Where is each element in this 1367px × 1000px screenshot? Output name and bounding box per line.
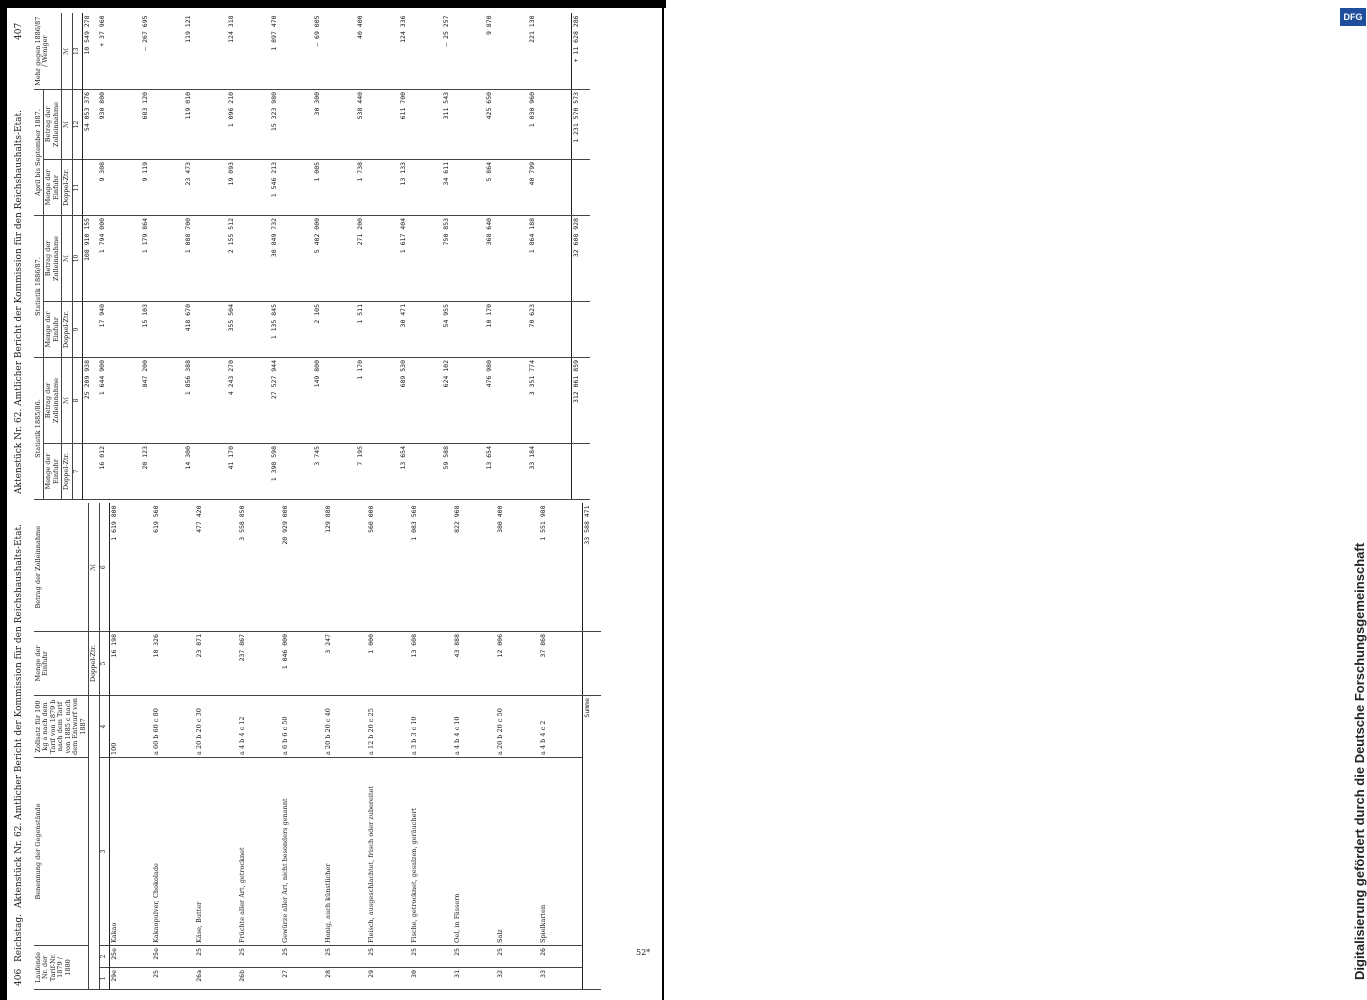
value-cell: 2 155 512 <box>227 215 270 301</box>
col-number: 13 <box>72 13 82 89</box>
value-cell: 425 650 <box>485 89 528 159</box>
value-cell: 1 738 <box>356 159 399 215</box>
total-1886: 32 608 928 <box>571 215 590 301</box>
value-cell: + 37 960 <box>98 13 141 89</box>
table-row <box>141 13 184 499</box>
value-cell: 17 940 <box>98 301 141 357</box>
right-page-title: Aktenstück Nr. 62. Amtlicher Bericht der Kommission für den Reichshaushalts-Etat. <box>14 109 24 494</box>
value-cell: 1 856 388 <box>184 357 227 443</box>
value-cell: 1 511 <box>356 301 399 357</box>
item-description: Früchte aller Art, getrocknet <box>238 757 281 945</box>
value-cell: 847 200 <box>141 357 184 443</box>
value-cell: 149 800 <box>313 357 356 443</box>
duty-amount: 129 880 <box>324 503 367 631</box>
duty-amount: 619 560 <box>152 503 195 631</box>
value-cell: 9 119 <box>141 159 184 215</box>
import-quantity: 37 868 <box>539 631 582 695</box>
value-cell: 1 135 845 <box>270 301 313 357</box>
value-cell: 368 640 <box>485 215 528 301</box>
value-cell: 9 870 <box>485 13 528 89</box>
import-quantity: 3 247 <box>324 631 367 695</box>
unit: Doppel-Ztr. <box>62 444 72 500</box>
col-header-rate: Zollsatz für 100 kg a nach dem Tarif von 1879 b nach dem Tarif von 1885 c nach dem Entwurf von 1887 <box>34 695 89 757</box>
tarif-number: 25 <box>281 945 324 967</box>
row-number: 29 <box>367 968 410 990</box>
value-cell: – 25 257 <box>442 13 485 89</box>
value-cell: 13 654 <box>399 444 442 500</box>
header-stat-1886: Statistik 1886/87. <box>34 215 44 357</box>
value-cell: 124 336 <box>399 13 442 89</box>
duty-rate: a 3 b 3 c 10 <box>410 695 453 757</box>
tarif-number: 25 <box>410 945 453 967</box>
unit-duty: ℳ <box>89 503 99 631</box>
value-cell: 10 170 <box>485 301 528 357</box>
duty-amount: 1 619 800 <box>109 503 152 631</box>
duty-amount: 1 551 988 <box>539 503 582 631</box>
tarif-number: 25e <box>152 945 195 967</box>
value-cell: 14 300 <box>184 444 227 500</box>
item-description: Oel, in Fässern <box>453 757 496 945</box>
left-page-header <box>12 502 30 990</box>
duty-amount: 3 558 850 <box>238 503 281 631</box>
row-number: 32 <box>496 968 539 990</box>
import-quantity: 23 871 <box>195 631 238 695</box>
value-cell: 1 897 470 <box>270 13 313 89</box>
value-cell: 355 504 <box>227 301 270 357</box>
table-row <box>195 503 238 989</box>
item-description: Fische, getrocknet, gesalzen, geräuchert <box>410 757 453 945</box>
value-cell: 30 300 <box>313 89 356 159</box>
left-table <box>34 503 601 990</box>
value-cell: 1 170 <box>356 357 399 443</box>
value-cell: – 267 695 <box>141 13 184 89</box>
import-quantity: 10 326 <box>152 631 195 695</box>
subheader: Betrag der Zolleinnahme <box>44 89 62 159</box>
table-row <box>442 13 485 499</box>
duty-amount: 477 420 <box>195 503 238 631</box>
value-cell: 15 103 <box>141 301 184 357</box>
value-cell: 124 318 <box>227 13 270 89</box>
value-cell: 15 323 980 <box>270 89 313 159</box>
value-cell: 30 849 732 <box>270 215 313 301</box>
table-row <box>98 13 141 499</box>
col-number: 3 <box>99 757 109 945</box>
carry-1885-duty: 25 209 938 <box>82 357 98 443</box>
row-number: 28 <box>324 968 367 990</box>
header-april-sept: April bis September 1887. <box>34 89 44 215</box>
unit: Doppel-Ztr. <box>62 159 72 215</box>
table-row <box>238 503 281 989</box>
row-number: 33 <box>539 968 582 990</box>
total-difference: + 11 628 286 <box>571 13 590 89</box>
value-cell: 30 471 <box>399 301 442 357</box>
row-number: 31 <box>453 968 496 990</box>
row-number: 30 <box>410 968 453 990</box>
tarif-number: 25 <box>496 945 539 967</box>
item-description: Fleisch, ausgeschlachtet, frisch oder zubereitet <box>367 757 410 945</box>
col-number: 2 <box>99 945 109 967</box>
carry-difference: 10 549 278 <box>82 13 98 89</box>
value-cell: 5 864 <box>485 159 528 215</box>
col-header-duty: Betrag der Zolleinnahme <box>34 503 89 631</box>
value-cell: 4 243 270 <box>227 357 270 443</box>
value-cell: 13 654 <box>485 444 528 500</box>
duty-amount: 822 968 <box>453 503 496 631</box>
value-cell: 16 012 <box>98 444 141 500</box>
value-cell: 3 351 774 <box>528 357 571 443</box>
value-cell: 538 440 <box>356 89 399 159</box>
value-cell: 1 030 960 <box>528 89 571 159</box>
value-cell: 33 184 <box>528 444 571 500</box>
value-cell: 27 527 944 <box>270 357 313 443</box>
tarif-number: 25e <box>109 945 152 967</box>
col-header-nr: Laufende Nr. der Tarif-Nr. 1879 / 1880 <box>34 945 89 989</box>
value-cell: 418 670 <box>184 301 227 357</box>
value-cell: 9 308 <box>98 159 141 215</box>
tarif-number: 25 <box>238 945 281 967</box>
col-number: 4 <box>99 695 109 757</box>
col-number: 9 <box>72 301 82 357</box>
table-row <box>270 13 313 499</box>
duty-amount: 1 083 560 <box>410 503 453 631</box>
item-description: Gewürze aller Art, nicht besonders genannt <box>281 757 324 945</box>
right-page-header <box>12 12 30 500</box>
value-cell: 311 543 <box>442 89 485 159</box>
unit-qty: Doppel-Ztr. <box>89 631 99 695</box>
unit: ℳ <box>62 13 72 89</box>
import-quantity: 43 888 <box>453 631 496 695</box>
duty-rate: a 20 b 20 c 30 <box>195 695 238 757</box>
item-description: Honig, auch künstlicher <box>324 757 367 945</box>
unit: ℳ <box>62 357 72 443</box>
table-row <box>356 13 399 499</box>
carry-1887-duty: 54 053 376 <box>82 89 98 159</box>
table-row <box>485 13 528 499</box>
value-cell: 40 799 <box>528 159 571 215</box>
duty-rate: a 4 b 4 c 2 <box>539 695 582 757</box>
left-page-title: Aktenstück Nr. 62. Amtlicher Bericht der Kommission für den Reichshaushalts-Etat. <box>14 523 24 908</box>
subheader: Betrag der Zolleinnahme <box>44 215 62 301</box>
table-row <box>539 503 582 989</box>
value-cell: 119 010 <box>184 89 227 159</box>
duty-rate: a 20 b 20 c 50 <box>496 695 539 757</box>
tarif-number: 25 <box>453 945 496 967</box>
table-row <box>528 13 571 499</box>
value-cell: 1 398 598 <box>270 444 313 500</box>
duty-rate: a 6 b 6 c 50 <box>281 695 324 757</box>
table-row <box>399 13 442 499</box>
col-number: 11 <box>72 159 82 215</box>
row-number: 26b <box>238 968 281 990</box>
tarif-number: 25 <box>324 945 367 967</box>
carry-over-row <box>82 13 98 499</box>
value-cell: 750 853 <box>442 215 485 301</box>
col-number: 7 <box>72 444 82 500</box>
item-description: Spielkarten <box>539 757 582 945</box>
duty-rate: a 60 b 60 c 80 <box>152 695 195 757</box>
dfg-sidebar <box>666 0 1367 1000</box>
import-quantity: 12 006 <box>496 631 539 695</box>
value-cell: 221 130 <box>528 13 571 89</box>
value-cell: 20 123 <box>141 444 184 500</box>
dfg-credit-text: Digitalisierung gefördert durch die Deutsche Forschungsgemeinschaft <box>1352 542 1367 980</box>
value-cell: 1 096 210 <box>227 89 270 159</box>
value-cell: 59 588 <box>442 444 485 500</box>
value-cell: 1 864 188 <box>528 215 571 301</box>
item-description: Salz <box>496 757 539 945</box>
value-cell: 19 093 <box>227 159 270 215</box>
duty-rate: a 4 b 4 c 12 <box>238 695 281 757</box>
value-cell: 1 179 864 <box>141 215 184 301</box>
value-cell: 40 400 <box>356 13 399 89</box>
duty-amount: 380 400 <box>496 503 539 631</box>
table-row <box>313 13 356 499</box>
import-quantity: 1 046 000 <box>281 631 324 695</box>
carry-1886-duty: 108 910 155 <box>82 215 98 301</box>
page-fold-line <box>662 0 664 1000</box>
table-row <box>281 503 324 989</box>
col-header-item: Benennung der Gegenstände <box>34 757 89 945</box>
row-number: 29e <box>109 968 152 990</box>
subheader: Betrag der Zolleinnahme <box>44 357 62 443</box>
import-quantity: 16 198 <box>109 631 152 695</box>
tarif-number: 25 <box>195 945 238 967</box>
duty-amount: 20 929 000 <box>281 503 324 631</box>
duty-rate: a 20 b 20 c 40 <box>324 695 367 757</box>
value-cell: 3 745 <box>313 444 356 500</box>
col-number: 8 <box>72 357 82 443</box>
value-cell: 7 195 <box>356 444 399 500</box>
tarif-number: 25 <box>367 945 410 967</box>
value-cell: 930 800 <box>98 89 141 159</box>
import-quantity: 1 000 <box>367 631 410 695</box>
value-cell: 624 102 <box>442 357 485 443</box>
total-label: Summe <box>582 695 601 989</box>
subheader: Menge der Einfuhr <box>44 444 62 500</box>
left-page <box>10 500 660 990</box>
value-cell: 13 133 <box>399 159 442 215</box>
value-cell: 2 105 <box>313 301 356 357</box>
item-description: Käse, Butter <box>195 757 238 945</box>
unit: ℳ <box>62 89 72 159</box>
value-cell: 271 200 <box>356 215 399 301</box>
col-header-qty: Menge der Einfuhr <box>34 631 89 695</box>
rotated-spread <box>10 10 660 990</box>
value-cell: 476 980 <box>485 357 528 443</box>
value-cell: 5 402 000 <box>313 215 356 301</box>
duty-rate: a 4 b 4 c 10 <box>453 695 496 757</box>
col-number: 1 <box>99 968 109 990</box>
value-cell: – 69 005 <box>313 13 356 89</box>
unit: Doppel-Ztr. <box>62 301 72 357</box>
header-difference: Mehr gegen 1886/87 / Weniger <box>34 13 62 89</box>
right-page <box>10 10 660 500</box>
table-row <box>324 503 367 989</box>
duty-rate: 100 <box>109 695 152 757</box>
col-number: 10 <box>72 215 82 301</box>
row-number: 26a <box>195 968 238 990</box>
value-cell: 1 088 700 <box>184 215 227 301</box>
value-cell: 34 611 <box>442 159 485 215</box>
value-cell: 119 121 <box>184 13 227 89</box>
scan-edge-top <box>0 0 690 8</box>
header-stat-1885: Statistik 1885/86. <box>34 357 44 499</box>
scan-edge-left <box>0 0 7 1000</box>
subheader: Menge der Einfuhr <box>44 301 62 357</box>
total-1885: 312 061 859 <box>571 357 590 443</box>
value-cell: 70 623 <box>528 301 571 357</box>
table-row <box>152 503 195 989</box>
page-number-left: 406 <box>14 968 24 986</box>
page-number-right: 407 <box>14 22 24 40</box>
total-1887: 1 231 570 573 <box>571 89 590 159</box>
total-duty: 33 588 471 <box>582 503 601 631</box>
import-quantity: 13 608 <box>410 631 453 695</box>
folio-mark: 52* <box>636 948 651 957</box>
table-row <box>453 503 496 989</box>
table-row <box>109 503 152 989</box>
value-cell: 1 794 000 <box>98 215 141 301</box>
table-row <box>227 13 270 499</box>
table-row <box>496 503 539 989</box>
value-cell: 1 644 900 <box>98 357 141 443</box>
value-cell: 689 530 <box>399 357 442 443</box>
col-number: 12 <box>72 89 82 159</box>
value-cell: 23 473 <box>184 159 227 215</box>
table-row <box>367 503 410 989</box>
value-cell: 41 170 <box>227 444 270 500</box>
duty-amount: 560 000 <box>367 503 410 631</box>
row-number: 27 <box>281 968 324 990</box>
item-description: Kakao <box>109 757 152 945</box>
value-cell: 611 700 <box>399 89 442 159</box>
col-number: 6 <box>99 503 109 631</box>
right-table <box>34 13 590 500</box>
col-number: 5 <box>99 631 109 695</box>
table-row <box>410 503 453 989</box>
value-cell: 683 120 <box>141 89 184 159</box>
duty-rate: a 12 b 20 c 25 <box>367 695 410 757</box>
value-cell: 1 005 <box>313 159 356 215</box>
value-cell: 1 617 404 <box>399 215 442 301</box>
table-row <box>184 13 227 499</box>
value-cell: 54 955 <box>442 301 485 357</box>
tarif-number: 26 <box>539 945 582 967</box>
unit: ℳ <box>62 215 72 301</box>
import-quantity: 237 867 <box>238 631 281 695</box>
dfg-logo-icon: DFG <box>1340 8 1366 26</box>
item-description: Kakaopulver, Chokolade <box>152 757 195 945</box>
subheader: Menge der Einfuhr <box>44 159 62 215</box>
row-number: 25 <box>152 968 195 990</box>
value-cell: 1 546 213 <box>270 159 313 215</box>
section-label: Reichstag. <box>14 913 24 962</box>
